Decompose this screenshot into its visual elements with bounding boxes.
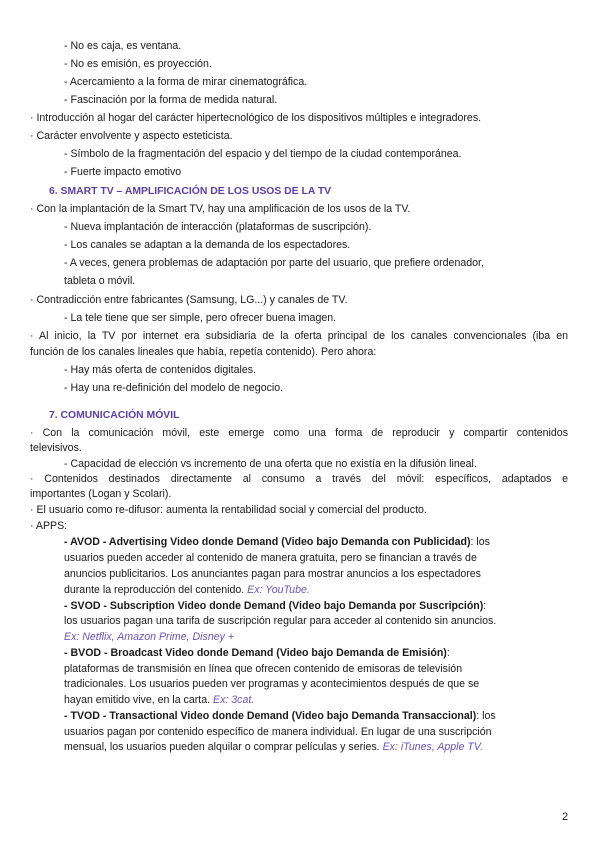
text-fragment: mensual, los usuarios pueden alquilar o comprar películas y series. xyxy=(64,741,380,753)
text-line: · Contradicción entre fabricantes (Samsung, LG...) y canales de TV. xyxy=(30,294,348,306)
text-line: - Los canales se adaptan a la demanda de los espectadores. xyxy=(64,239,351,251)
text-line: televisivos. xyxy=(30,442,82,454)
text-fragment: durante la reproducción del contenido. xyxy=(64,584,245,596)
text-line: - A veces, genera problemas de adaptación por parte del usuario, que prefiere ordenador, xyxy=(64,257,484,269)
example-text: Ex: YouTube. xyxy=(247,584,310,596)
example-text: Ex: Netflix, Amazon Prime, Disney + xyxy=(64,631,235,643)
section-heading-smart-tv: 6. SMART TV – AMPLIFICACIÓN DE LOS USOS DE LA TV xyxy=(49,186,332,197)
text-line: usuarios pagan por contenido específico de manera individual. En lugar de una suscripción xyxy=(64,726,492,738)
bvod-title: - BVOD - Broadcast Video donde Demand (Video bajo Demanda de Emisión) xyxy=(64,647,447,659)
example-text: Ex: 3cat. xyxy=(213,694,255,706)
section-heading-comunicacion-movil: 7. COMUNICACIÓN MÓVIL xyxy=(49,410,180,421)
avod-example-line xyxy=(64,584,310,597)
tvod-title: - TVOD - Transactional Video donde Demand (Video bajo Demanda Transaccional) xyxy=(64,710,477,722)
text-line: - No es emisión, es proyección. xyxy=(64,58,212,70)
text-line: · Con la implantación de la Smart TV, hay una amplificación de los usos de la TV. xyxy=(30,203,411,215)
text-line: · El usuario como re-difusor: aumenta la rentabilidad social y comercial del producto. xyxy=(30,504,427,516)
text-line: - No es caja, es ventana. xyxy=(64,40,182,52)
text-line: · APPS: xyxy=(30,520,68,532)
text-line: los usuarios pagan una tarifa de suscripción regular para acceder al contenido sin anuncios. xyxy=(64,615,497,627)
bvod-title-line xyxy=(64,647,450,660)
text-line: - Fascinación por la forma de medida natural. xyxy=(64,94,278,106)
text-line: - Acercamiento a la forma de mirar cinematográfica. xyxy=(64,76,308,88)
text-fragment: : xyxy=(483,600,487,612)
text-line: · Introducción al hogar del carácter hipertecnológico de los dispositivos múltiples e integradores. xyxy=(30,112,482,124)
text-line: función de los canales lineales que había, repetía contenido). Pero ahora: xyxy=(30,346,377,358)
text-line: - La tele tiene que ser simple, pero ofrecer buena imagen. xyxy=(64,312,337,324)
text-line: · Carácter envolvente y aspecto esteticista. xyxy=(30,130,233,142)
text-fragment: hayan emitido vive, en la carta. xyxy=(64,694,211,706)
text-line: importantes (Logan y Scolari). xyxy=(30,488,172,500)
svod-title: - SVOD - Subscription Video donde Demand (Video bajo Demanda por Suscripción) xyxy=(64,600,484,612)
text-line: plataformas de transmisión en línea que ofrecen contenido de emisoras de televisión xyxy=(64,663,463,675)
text-line: - Símbolo de la fragmentación del espacio y del tiempo de la ciudad contemporánea. xyxy=(64,148,462,160)
text-line: tableta o móvil. xyxy=(64,275,136,287)
text-fragment: : los xyxy=(476,710,496,722)
text-line: - Capacidad de elección vs incremento de una oferta que no existía en la difusión lineal. xyxy=(64,458,477,470)
avod-title: - AVOD - Advertising Video donde Demand (Video bajo Demanda con Publicidad) xyxy=(64,536,471,548)
svod-example-line xyxy=(64,631,234,644)
svod-title-line xyxy=(64,600,486,613)
avod-title-line xyxy=(64,536,490,549)
text-line: · Al inicio, la TV por internet era subsidiaria de la oferta principal de los canales convencionales (iba en xyxy=(30,330,568,342)
text-line: · Contenidos destinados directamente al consumo a través del móvil: específicos, adaptados e xyxy=(30,473,568,485)
text-line: usuarios pueden acceder al contenido de manera gratuita, pero se financian a través de xyxy=(64,552,477,564)
text-line: - Hay más oferta de contenidos digitales. xyxy=(64,364,256,376)
text-fragment: : los xyxy=(470,536,490,548)
text-line: - Hay una re-definición del modelo de negocio. xyxy=(64,382,284,394)
text-line: - Nueva implantación de interacción (plataformas de suscripción). xyxy=(64,221,372,233)
text-line: - Fuerte impacto emotivo xyxy=(64,166,182,178)
text-fragment: : xyxy=(446,647,450,659)
text-line: · Con la comunicación móvil, este emerge como una forma de reproducir y compartir contenidos xyxy=(30,427,568,439)
text-line: tradicionales. Los usuarios pueden ver programas y acontecimientos después de que se xyxy=(64,678,480,690)
example-text: Ex: iTunes, Apple TV. xyxy=(382,741,484,753)
bvod-example-line xyxy=(64,694,254,707)
text-line: anuncios publicitarios. Los anunciantes pagan para mostrar anuncios a los espectadores xyxy=(64,568,481,580)
page-number: 2 xyxy=(562,811,569,823)
tvod-example-line xyxy=(64,741,483,754)
tvod-title-line xyxy=(64,710,496,723)
